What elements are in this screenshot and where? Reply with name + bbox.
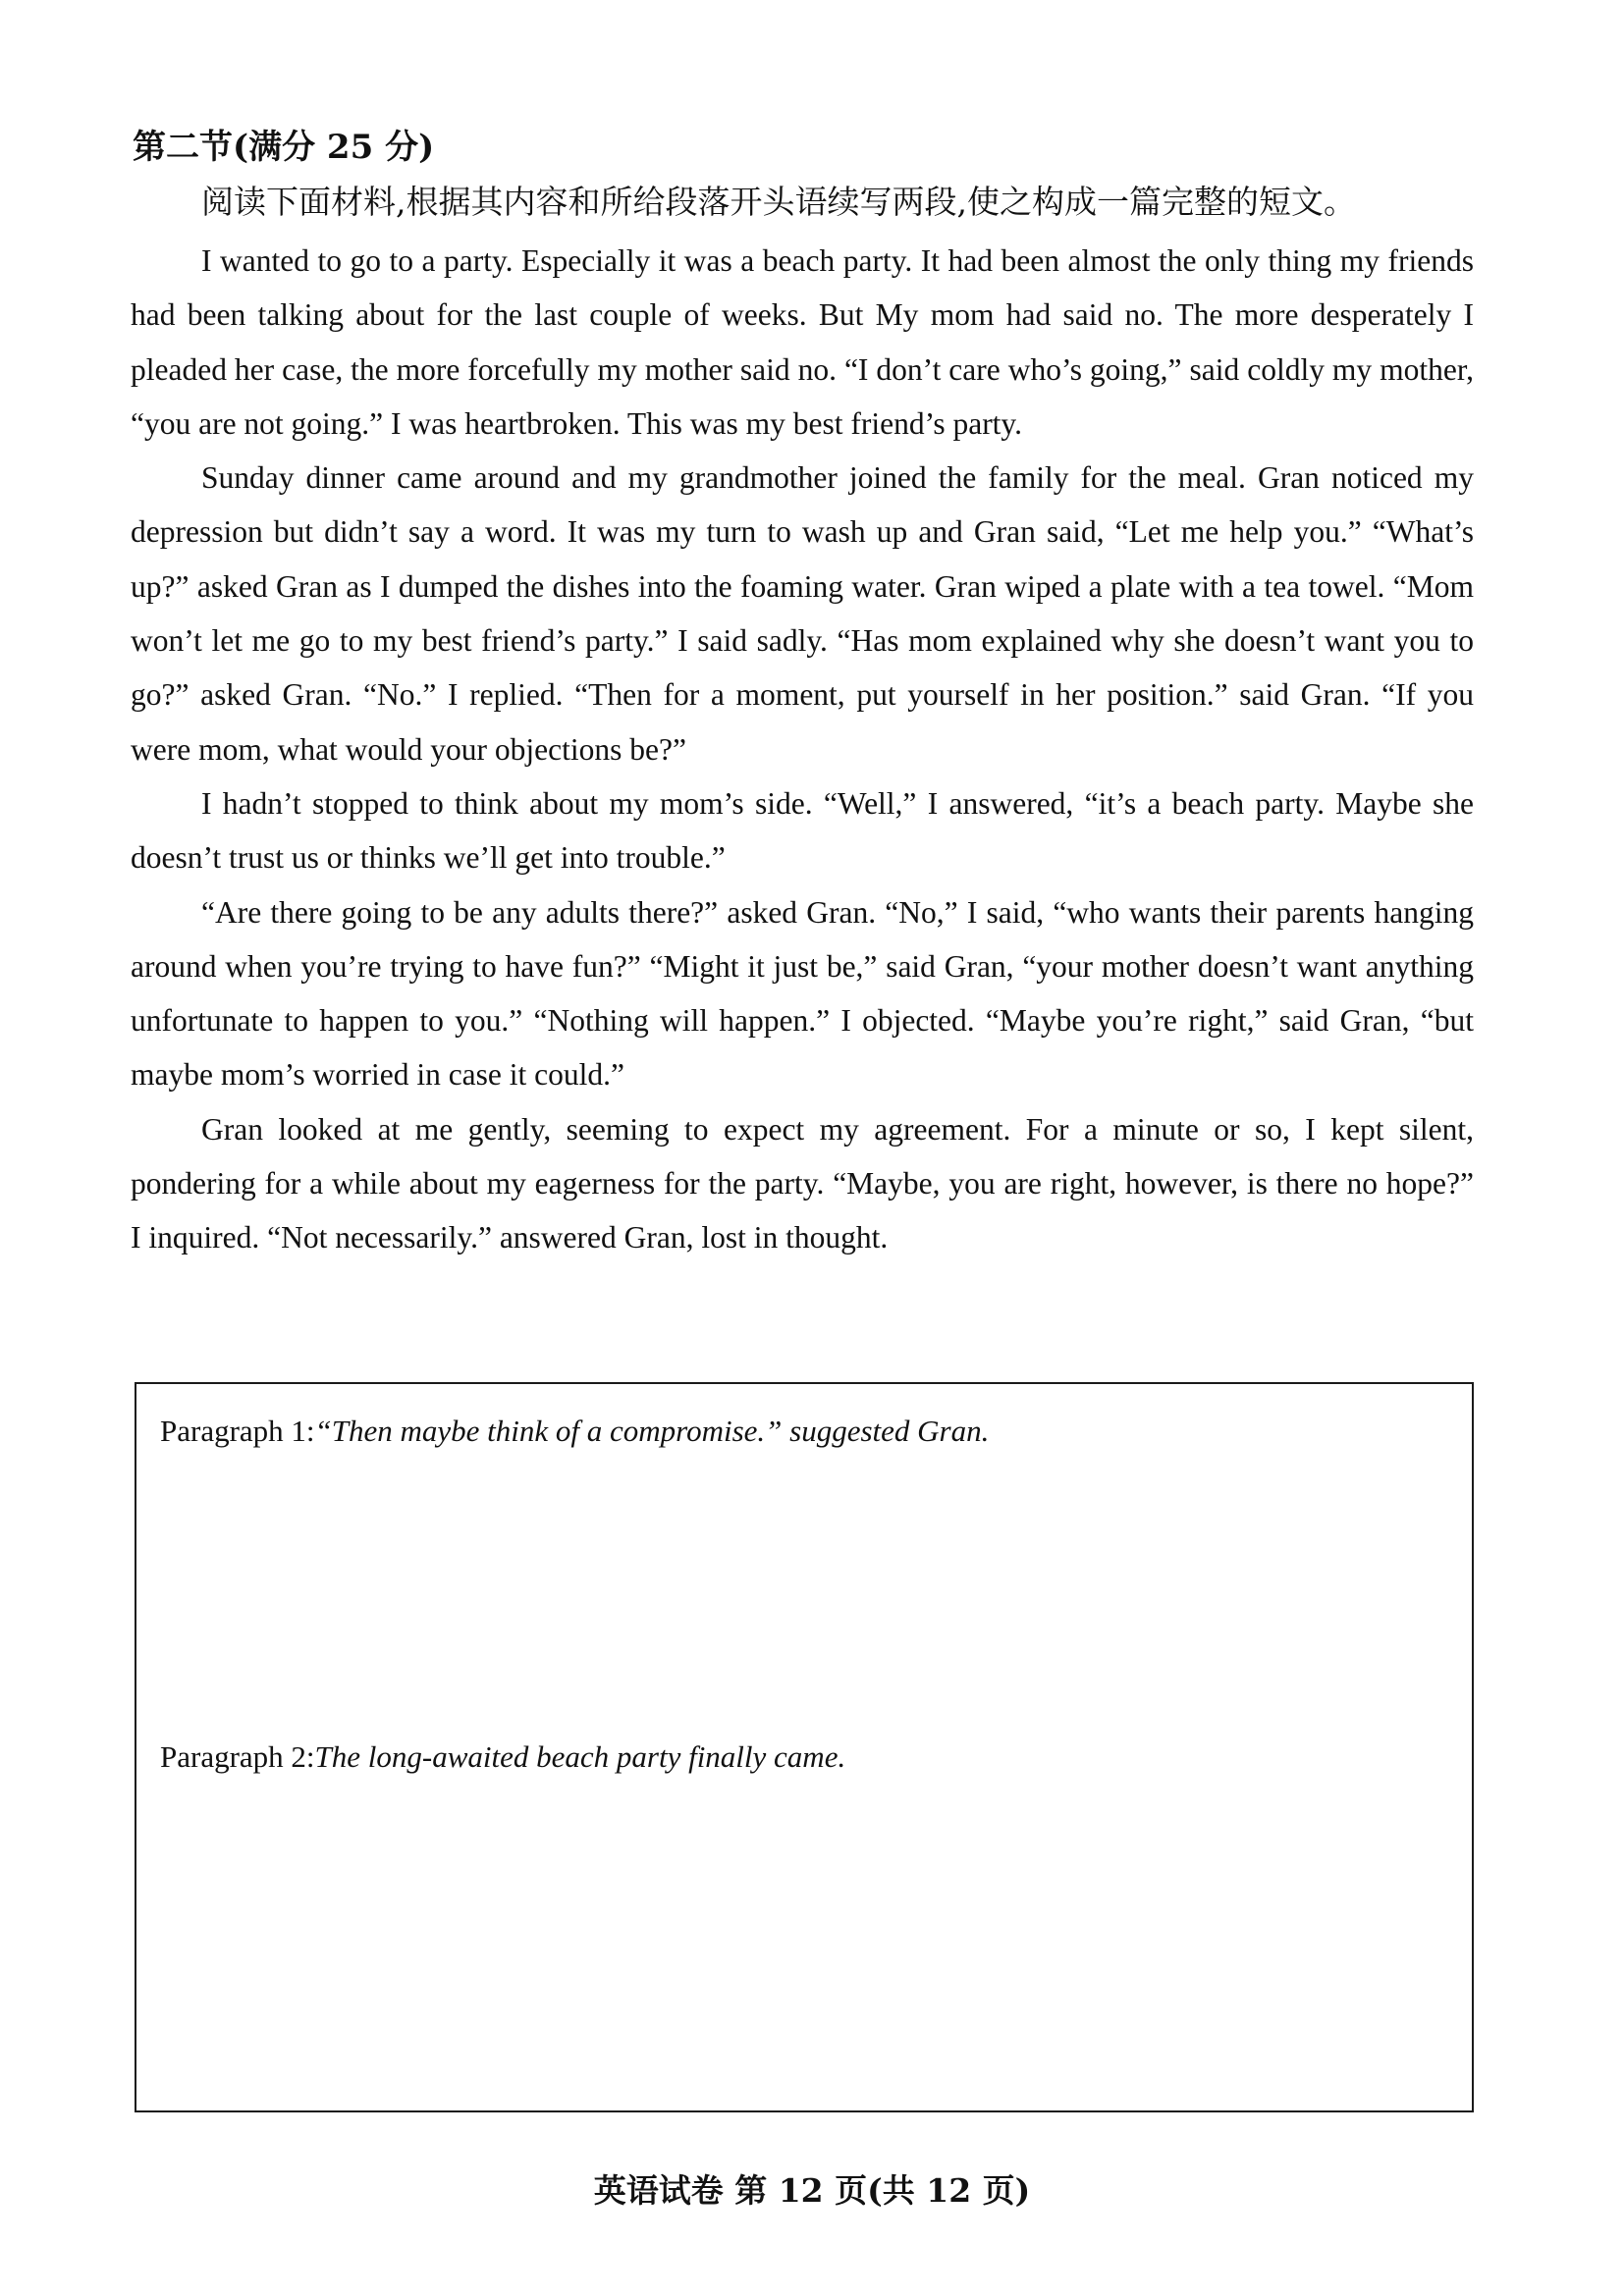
passage-paragraph: Sunday dinner came around and my grandmother joined the family for the meal. Gran noticed my depression but didn’t say a word. It was my turn to wash up and Gran said, “Let me help you.” “What’s up?” asked Gran as I dumped the dishes into the foaming water. Gran wiped a plate with a tea towel. “Mom won’t let me go to my best friend’s party.” I said sadly. “Has mom explained why she doesn’t want you to go?” asked Gran. “No.” I replied. “Then for a moment, put yourself in her position.” said Gran. “If you were mom, what would your objections be?” xyxy=(131,460,1474,767)
section-title: 第二节(满分 25 分) xyxy=(133,128,435,167)
reading-passage xyxy=(131,234,1474,1265)
paragraph-2-label: Paragraph 2: xyxy=(160,1739,315,1774)
answer-writing-box[interactable] xyxy=(135,1382,1474,2112)
paragraph-1-label: Paragraph 1: xyxy=(160,1414,315,1448)
passage-paragraph: Gran looked at me gently, seeming to expect my agreement. For a minute or so, I kept silent, pondering for a while about my eagerness for the party. “Maybe, you are right, however, is there no hope?” I inquired. “Not necessarily.” answered Gran, lost in thought. xyxy=(131,1111,1474,1255)
passage-paragraph: “Are there going to be any adults there?” asked Gran. “No,” I said, “who wants their parents hanging around when you’re trying to have fun?” “Might it just be,” said Gran, “your mother doesn’t want anything unfortunate to happen to you.” “Nothing will happen.” I objected. “Maybe you’re right,” said Gran, “but maybe mom’s worried in case it could.” xyxy=(131,894,1474,1093)
paragraph-2-opening: The long-awaited beach party finally came. xyxy=(314,1739,846,1774)
page-footer: 英语试卷 第 12 页(共 12 页) xyxy=(593,2171,1031,2210)
instruction-text: 阅读下面材料,根据其内容和所给段落开头语续写两段,使之构成一篇完整的短文。 xyxy=(201,183,1356,221)
passage-paragraph: I hadn’t stopped to think about my mom’s side. “Well,” I answered, “it’s a beach party. Maybe she doesn’t trust us or thinks we’ll get into trouble.” xyxy=(131,785,1474,876)
paragraph-1-prompt xyxy=(160,1410,989,1453)
paragraph-2-prompt xyxy=(160,1735,845,1779)
passage-paragraph: I wanted to go to a party. Especially it was a beach party. It had been almost the only thing my friends had been talking about for the last couple of weeks. But My mom had said no. The more desperately I pleaded her case, the more forcefully my mother said no. “I don’t care who’s going,” said coldly my mother, “you are not going.” I was heartbroken. This was my best friend’s party. xyxy=(131,243,1474,441)
paragraph-1-opening: “Then maybe think of a compromise.” suggested Gran. xyxy=(314,1414,990,1448)
